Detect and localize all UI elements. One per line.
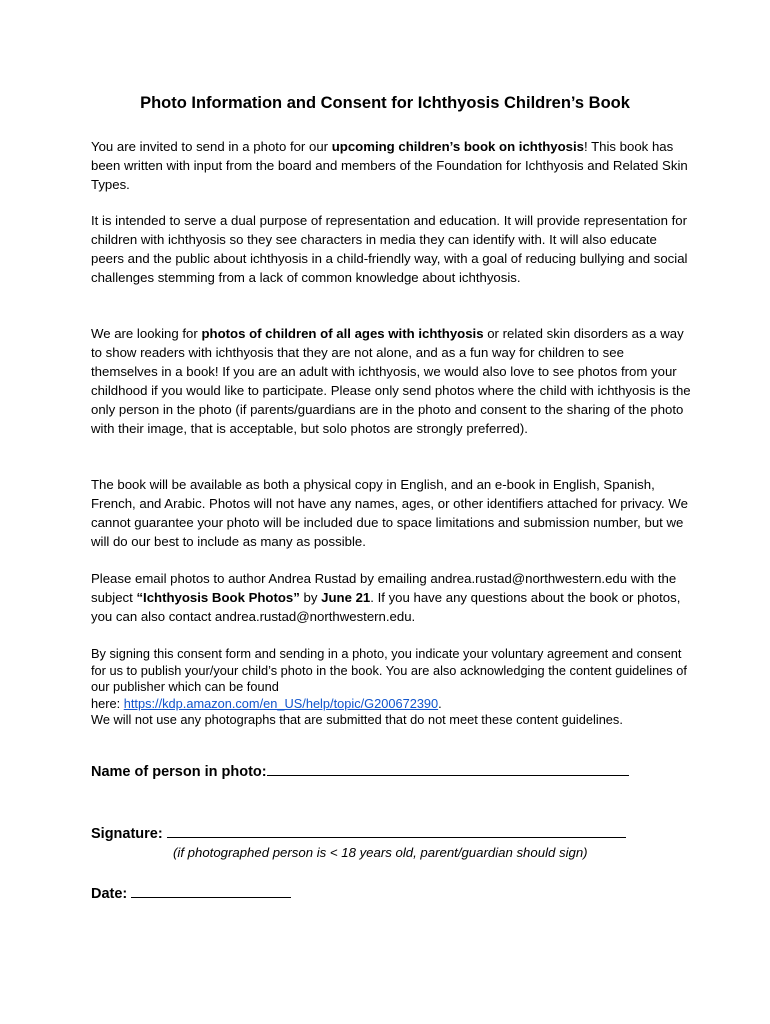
here-label: here:	[91, 695, 124, 711]
purpose-paragraph: It is intended to serve a dual purpose of representation and education. It will provide representation for children with ichthyosis so they see characters in media they can identify with. It will also educate peers and the public about ichthyosis in a child-friendly way, with a goal of reducing bullying and social challenges stemming from a lack of common knowledge about ichthyosis.	[91, 213, 688, 285]
name-field[interactable]	[91, 761, 629, 780]
guidelines-text: We will not use any photographs that are submitted that do not meet these content guidelines.	[91, 712, 623, 727]
submission-text-start: Please email photos to author Andrea Rustad by emailing andrea.rustad@northwestern.edu with the subject	[91, 571, 677, 605]
signature-input-line[interactable]	[167, 823, 626, 838]
signature-label: Signature:	[91, 826, 163, 842]
intro-text-end: ! This book has been written with input from the board and members of the Foundation for Ichthyosis and Related Skin Types.	[91, 139, 688, 192]
availability-paragraph: The book will be available as both a physical copy in English, and an e-book in English, Spanish, French, and Arabic. Photos will not have any names, ages, or other identifiers attached for privacy. We cannot guarantee your photo will be included due to space limitations and submission number, but we will do our best to include as many as possible.	[91, 477, 688, 549]
link-period: .	[438, 695, 442, 711]
date-input-line[interactable]	[131, 883, 291, 898]
deadline-date: June 21	[321, 590, 371, 605]
photo-request-bold-text: photos of children of all ages with ichthyosis	[201, 326, 484, 341]
signature-field[interactable]	[91, 823, 626, 842]
submission-text-mid: by	[299, 590, 322, 605]
submission-paragraph	[91, 569, 691, 626]
intro-text-start: You are invited to send in a photo for our	[91, 139, 332, 154]
signature-note: (if photographed person is < 18 years old, parent/guardian should sign)	[173, 845, 588, 860]
photo-request-text-start: We are looking for	[91, 326, 202, 341]
photo-request-text-end: or related skin disorders as a way to show readers with ichthyosis that they are not alone, and as a fun way for children to see themselves in a book! If you are an adult with ichthyosis, we would also love to see photos from your childhood if you would like to participate. Please only send photos where the child with ichthyosis is the only person in the photo (if parents/guardians are in the photo and consent to the sharing of the photo with their image, that is acceptable, but solo photos are strongly preferred).	[91, 326, 691, 436]
submission-text-end: . If you have any questions about the book or photos, you can also contact andrea.rustad@northwestern.edu.	[91, 590, 681, 624]
date-field[interactable]	[91, 883, 291, 902]
document-title: Photo Information and Consent for Ichthyosis Children’s Book	[140, 94, 630, 112]
intro-bold-text: upcoming children’s book on ichthyosis	[331, 139, 585, 154]
publisher-guidelines-link[interactable]: https://kdp.amazon.com/en_US/help/topic/G200672390	[123, 695, 439, 711]
intro-paragraph	[91, 137, 691, 194]
email-subject: “Ichthyosis Book Photos”	[136, 590, 300, 605]
date-label: Date:	[91, 886, 128, 902]
consent-text: By signing this consent form and sending in a photo, you indicate your voluntary agreement and consent for us to publish your/your child’s photo in the book. You are also acknowledging the content guidelines of our publisher which can be found	[91, 646, 687, 694]
photo-request-paragraph	[91, 324, 691, 438]
consent-paragraph	[91, 646, 691, 729]
name-input-line[interactable]	[267, 761, 629, 776]
name-label: Name of person in photo:	[91, 764, 267, 780]
